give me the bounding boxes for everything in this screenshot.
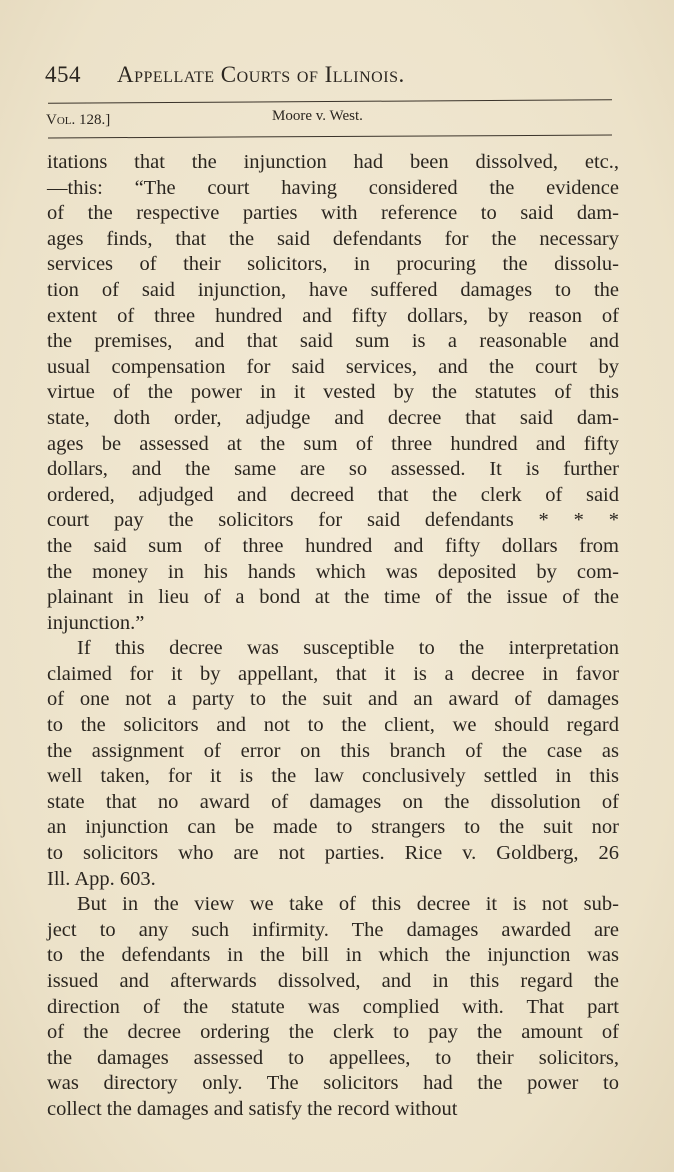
text-line: state, doth order, adjudge and decree that said dam-	[47, 406, 619, 429]
text-line: injunction.”	[47, 611, 145, 634]
page-number: 454	[45, 62, 81, 87]
text-line: ages be assessed at the sum of three hundred and fifty	[47, 432, 619, 455]
text-line: But in the view we take of this decree it is not sub-	[77, 893, 619, 916]
text-line: virtue of the power in it vested by the statutes of this	[47, 381, 619, 404]
text-line: Ill. App. 603.	[47, 867, 156, 890]
text-line: If this decree was susceptible to the interpretation	[77, 637, 619, 660]
text-line: of one not a party to the suit and an award of damages	[47, 688, 619, 711]
text-line: plainant in lieu of a bond at the time of the issue of the	[47, 586, 619, 609]
text-line: tion of said injunction, have suffered damages to the	[47, 278, 619, 301]
body-text	[47, 150, 619, 1123]
text-line: ages finds, that the said defendants for the necessary	[47, 227, 619, 250]
text-line: services of their solicitors, in procuring the dissolu-	[47, 253, 619, 276]
text-line: issued and afterwards dissolved, and in this regard the	[47, 970, 619, 992]
text-line: of the decree ordering the clerk to pay the amount of	[47, 1021, 619, 1044]
text-line: —this: “The court having considered the evidence	[47, 176, 619, 199]
volume-label: Vol. 128.]	[46, 112, 111, 128]
text-line: to solicitors who are not parties. Rice v. Goldberg, 26	[47, 842, 619, 865]
text-line: court pay the solicitors for said defendants * * *	[47, 509, 619, 532]
text-line: ordered, adjudged and decreed that the clerk of said	[47, 483, 619, 506]
text-line: claimed for it by appellant, that it is a decree in favor	[47, 662, 619, 685]
text-line: direction of the statute was complied with. That part	[47, 995, 619, 1018]
text-line: was directory only. The solicitors had the power to	[47, 1072, 619, 1095]
text-line: itations that the injunction had been dissolved, etc.,	[47, 151, 619, 173]
text-line: to the solicitors and not to the client, we should regard	[47, 714, 619, 737]
case-name: Moore v. West.	[272, 108, 363, 124]
text-line: to the defendants in the bill in which the injunction was	[47, 944, 619, 967]
text-line: state that no award of damages on the dissolution of	[47, 790, 619, 813]
text-line: usual compensation for said services, and the court by	[47, 355, 619, 378]
text-line: ject to any such infirmity. The damages awarded are	[47, 918, 619, 941]
text-line: dollars, and the same are so assessed. It is further	[47, 458, 619, 481]
text-line: the said sum of three hundred and fifty dollars from	[47, 534, 619, 557]
running-header	[45, 62, 405, 88]
text-line: the premises, and that said sum is a reasonable and	[47, 330, 619, 353]
header-rule-top	[48, 99, 612, 103]
text-line: the damages assessed to appellees, to their solicitors,	[47, 1046, 619, 1069]
text-line: collect the damages and satisfy the record without	[47, 1097, 458, 1120]
text-line: the assignment of error on this branch of the case as	[47, 739, 619, 762]
header-rule-bottom	[48, 135, 612, 139]
text-line: an injunction can be made to strangers to the suit nor	[47, 816, 619, 839]
text-line: of the respective parties with reference to said dam-	[47, 202, 619, 225]
text-line: well taken, for it is the law conclusively settled in this	[47, 765, 619, 788]
running-title: Appellate Courts of Illinois.	[117, 62, 405, 87]
text-line: extent of three hundred and fifty dollars, by reason of	[47, 304, 619, 327]
text-line: the money in his hands which was deposited by com-	[47, 560, 619, 583]
